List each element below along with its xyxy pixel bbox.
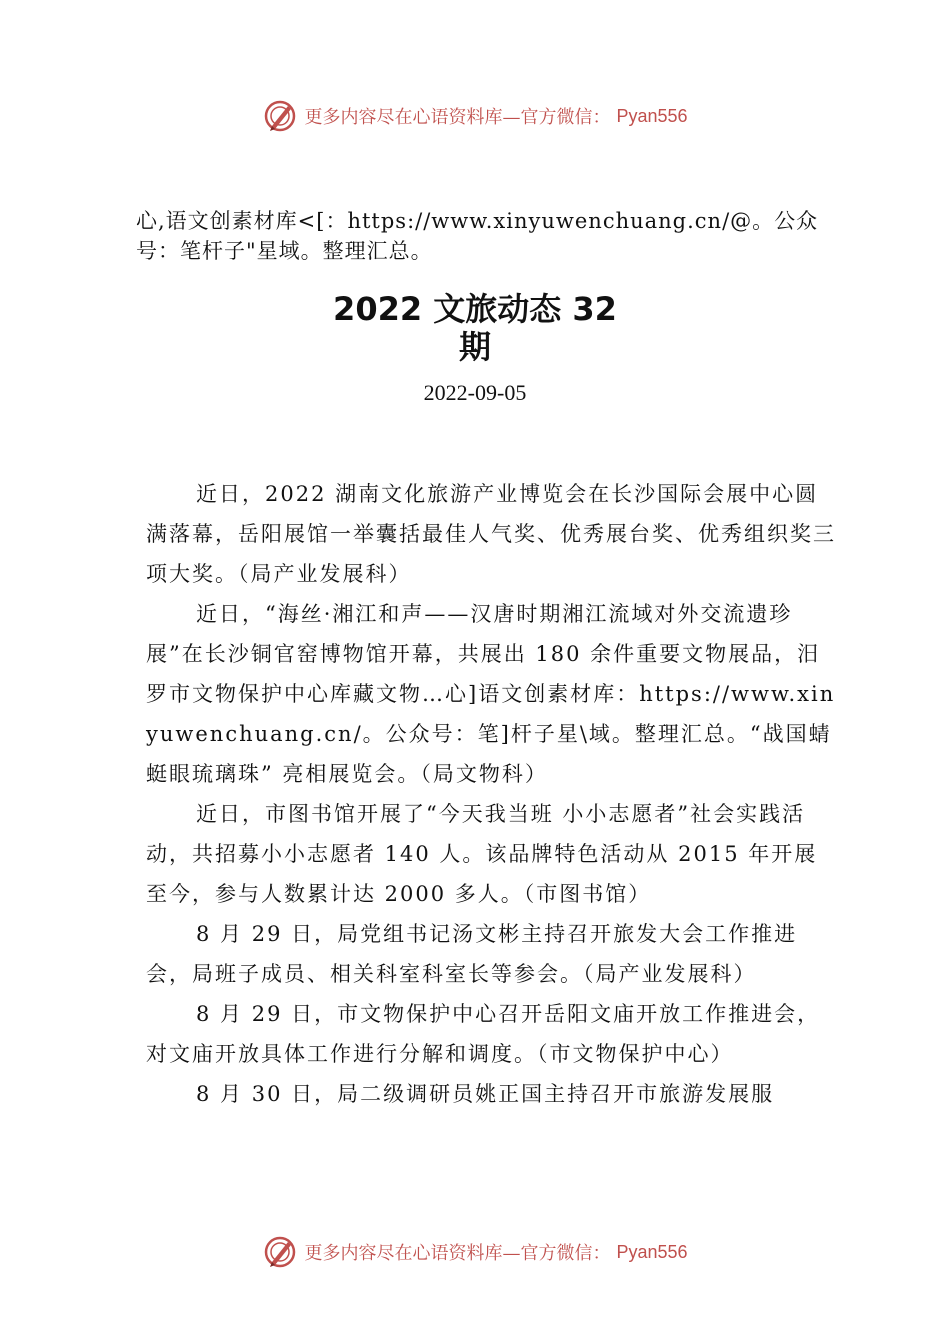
page-title [0, 290, 950, 366]
intro-line: 心,语文创素材库<[：https://www.xinyuwenchuang.cn/@。公众号：笔杆子"星域。整理汇总。 [136, 209, 819, 263]
article-body [146, 474, 836, 1114]
wechat-id: Pyan556 [616, 1241, 688, 1262]
paragraph: 近日，“海丝·湘江和声——汉唐时期湘江流域对外交流遗珍展”在长沙铜官窑博物馆开幕，共展出 180 余件重要文物展品，汨罗市文物保护中心库藏文物…心]语文创素材库：https://www.xinyuwenchuang.cn/。公众号：笔]杆子星\域。整理汇总。“战国蜻蜓眼琉璃珠” 亮相展览会。（局文物科） [146, 602, 836, 786]
pen-logo-icon [262, 98, 298, 134]
footer-banner [0, 1232, 950, 1272]
paragraph: 8 月 29 日，局党组书记汤文彬主持召开旅发大会工作推进会，局班子成员、相关科室科室长等参会。（局产业发展科） [146, 922, 798, 986]
paragraph: 8 月 30 日，局二级调研员姚正国主持召开市旅游发展服 [196, 1082, 775, 1106]
banner-text: 更多内容尽在心语资料库—官方微信： [304, 1243, 611, 1264]
pen-logo-icon [262, 1234, 298, 1270]
paragraph: 近日，市图书馆开展了“今天我当班 小小志愿者”社会实践活动，共招募小小志愿者 140 人。该品牌特色活动从 2015 年开展至今，参与人数累计达 2000 多人。（市图书馆） [146, 802, 818, 906]
wechat-id: Pyan556 [616, 105, 688, 126]
paragraph: 8 月 29 日，市文物保护中心召开岳阳文庙开放工作推进会，对文庙开放具体工作进行分解和调度。（市文物保护中心） [146, 1002, 821, 1066]
title-line-2: 期 [458, 328, 491, 366]
publish-date: 2022-09-05 [423, 380, 527, 405]
paragraph: 近日，2022 湖南文化旅游产业博览会在长沙国际会展中心圆满落幕，岳阳展馆一举囊括最佳人气奖、优秀展台奖、优秀组织奖三项大奖。（局产业发展科） [146, 482, 836, 586]
header-banner [0, 96, 950, 136]
banner-text: 更多内容尽在心语资料库—官方微信： [304, 107, 611, 128]
title-line-1: 2022 文旅动态 32 [333, 290, 617, 328]
